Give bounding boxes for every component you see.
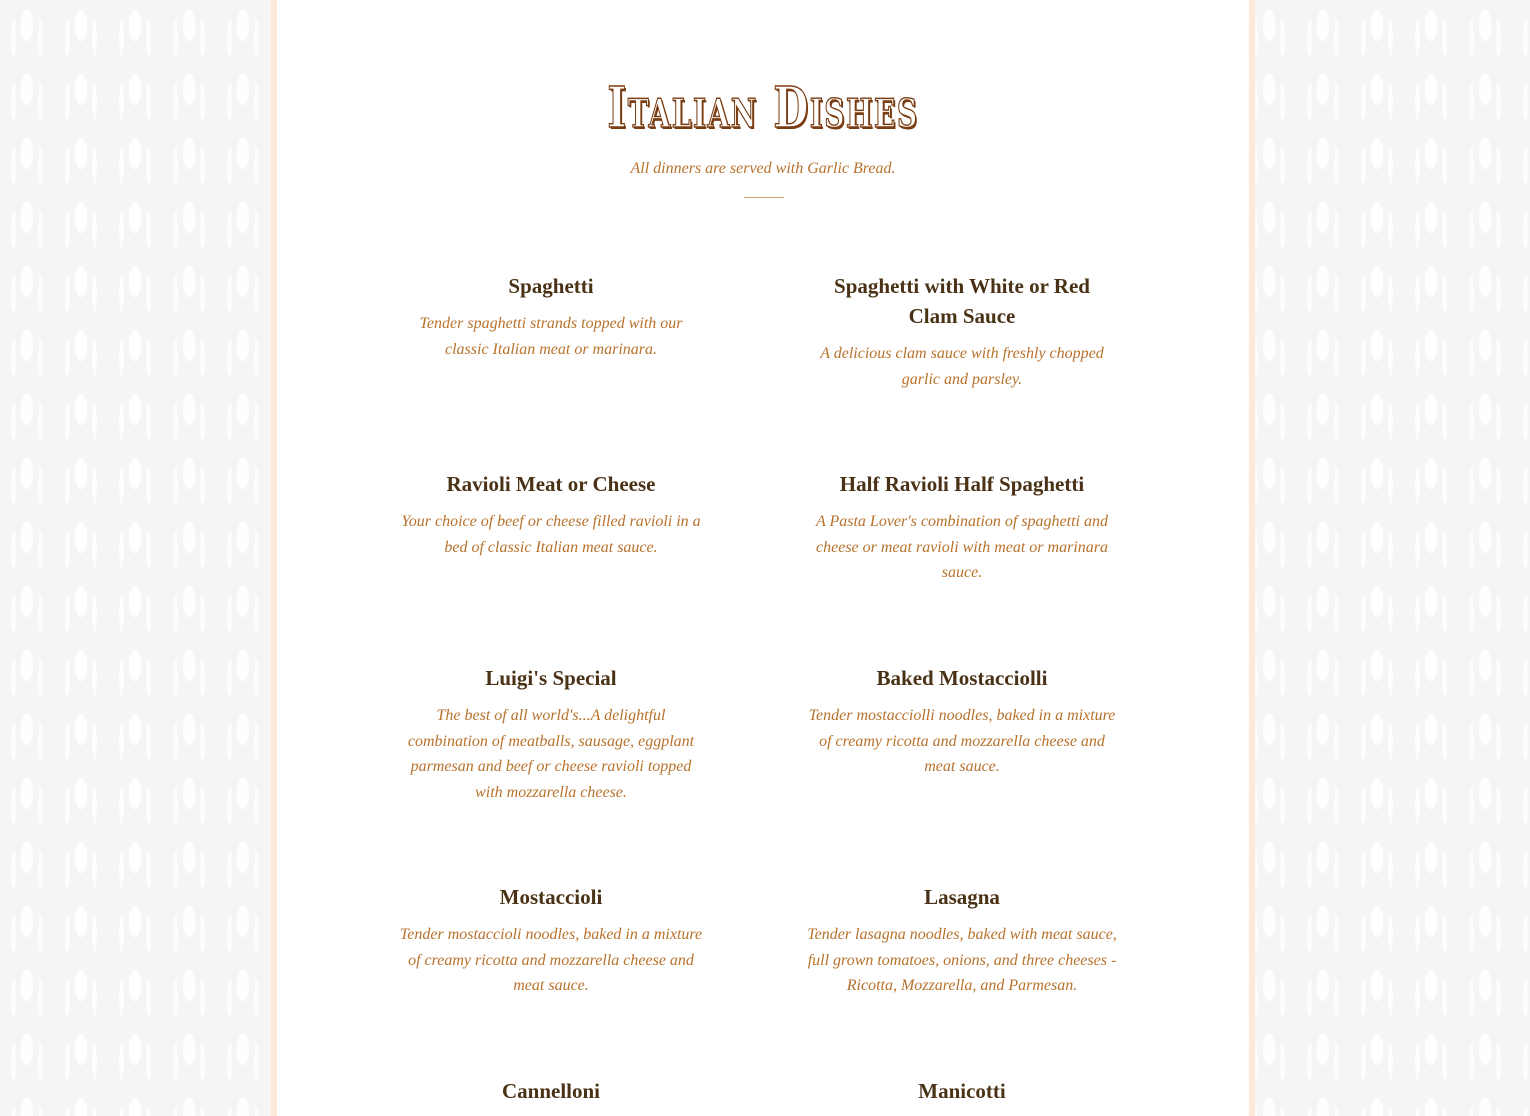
dish-description: Tender mostacciolli noodles, baked in a mixture of creamy ricotta and mozzarella cheese and meat sauce.: [808, 707, 1116, 776]
dish-name: Manicotti: [918, 1079, 1006, 1103]
menu-item: [807, 663, 1117, 780]
dish-description: Tender spaghetti strands topped with our classic Italian meat or marinara.: [419, 315, 683, 358]
dish-description: Tender lasagna noodles, baked with meat sauce, full grown tomatoes, onions, and three cheeses - Ricotta, Mozzarella, and Parmesan.: [807, 926, 1117, 995]
menu-item: [807, 882, 1117, 999]
dish-name: Luigi's Special: [485, 666, 617, 690]
menu-item: [807, 469, 1117, 586]
dish-name: Mostaccioli: [499, 885, 603, 909]
dish-description: A delicious clam sauce with freshly chopped garlic and parsley.: [820, 345, 1104, 388]
dish-name: Ravioli Meat or Cheese: [446, 472, 656, 496]
dish-name: Spaghetti with White or Red Clam Sauce: [834, 274, 1090, 328]
menu-item: [396, 1076, 706, 1106]
dish-name: Baked Mostacciolli: [876, 666, 1048, 690]
dish-description: A Pasta Lover's combination of spaghetti and cheese or meat ravioli with meat or marinara sauce.: [815, 513, 1108, 582]
dish-name: Lasagna: [924, 885, 1000, 909]
menu-panel: [277, 0, 1249, 1116]
dish-description: Your choice of beef or cheese filled ravioli in a bed of classic Italian meat sauce.: [401, 513, 701, 556]
menu-item: [807, 1076, 1117, 1106]
dish-description: The best of all world's...A delightful combination of meatballs, sausage, eggplant parmesan and beef or cheese ravioli topped with mozzarella cheese.: [407, 707, 695, 801]
dish-name: Half Ravioli Half Spaghetti: [839, 472, 1085, 496]
menu-subtitle: All dinners are served with Garlic Bread.: [630, 160, 896, 177]
menu-item: [807, 271, 1117, 392]
menu-item: [396, 271, 706, 362]
menu-item: [396, 663, 706, 805]
menu-item: [396, 882, 706, 999]
dish-name: Cannelloni: [501, 1079, 601, 1103]
dish-description: Tender mostaccioli noodles, baked in a mixture of creamy ricotta and mozzarella cheese and meat sauce.: [399, 926, 703, 995]
right-decorative-border: [1249, 0, 1255, 1116]
title-divider: [744, 197, 784, 198]
dish-name: Spaghetti: [508, 274, 594, 298]
menu-item: [396, 469, 706, 560]
menu-title: Italian Dishes: [607, 74, 919, 141]
